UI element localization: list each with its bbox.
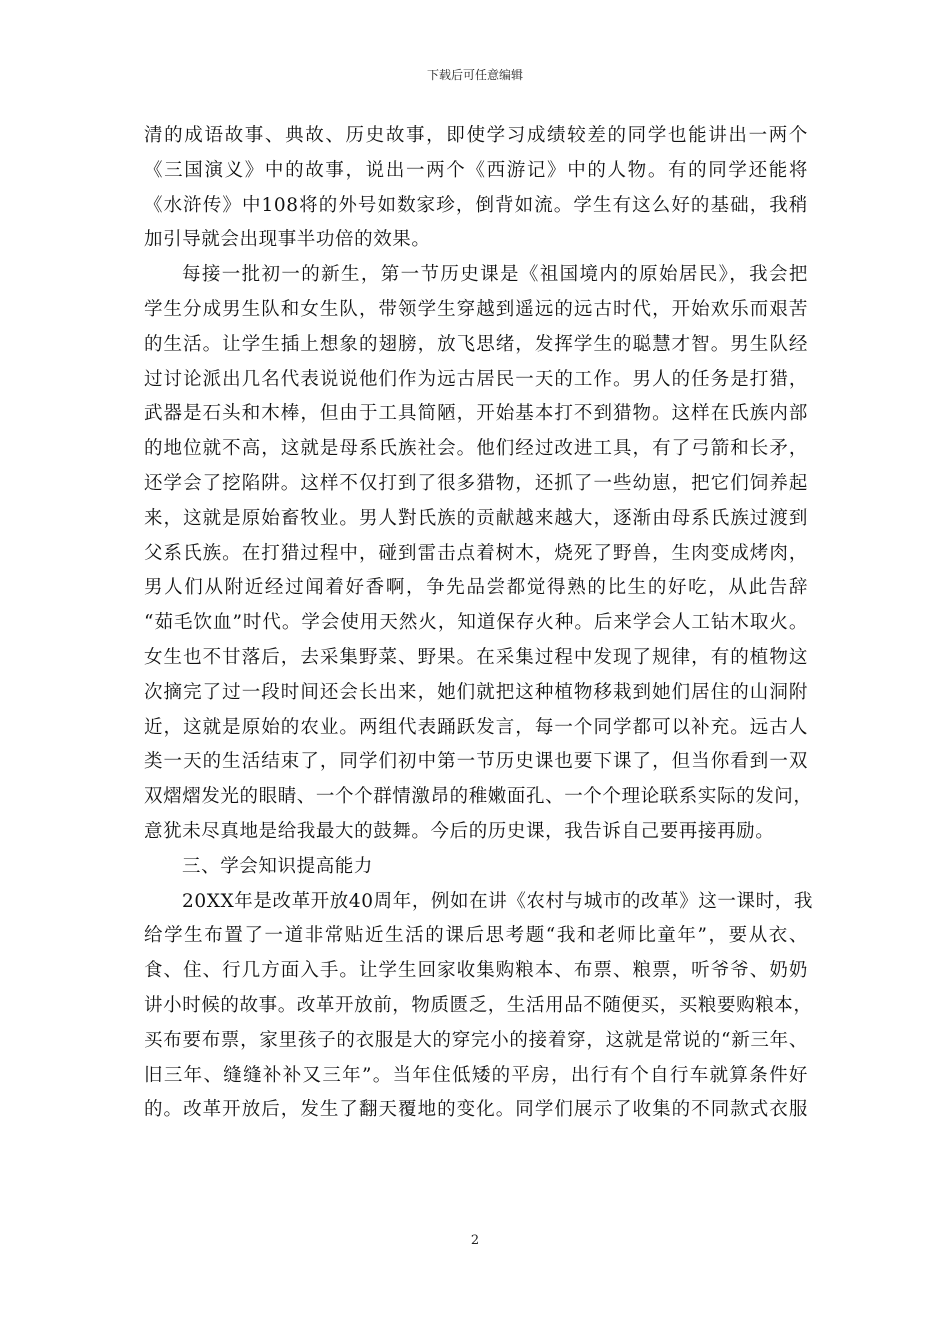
text-line: 还学会了挖陷阱。这样不仅打到了很多猎物，还抓了一些幼崽，把它们饲养起 [144,472,808,494]
text-line: 每接一批初一的新生，第一节历史课是《祖国境内的原始居民》，我会把 [182,264,808,286]
text-line: 女生也不甘落后，去采集野菜、野果。在采集过程中发现了规律，有的植物这 [144,646,808,668]
text-line: 讲小时候的故事。改革开放前，物质匮乏，生活用品不随便买，买粮要购粮本， [144,994,813,1016]
text-line: 来，这就是原始畜牧业。男人對氏族的贡献越来越大，逐渐由母系氏族过渡到 [144,507,808,529]
text-line: 清的成语故事、典故、历史故事，即使学习成绩较差的同学也能讲出一两个 [144,125,808,146]
text-line: 过讨论派出几名代表说说他们作为远古居民一天的工作。男人的任务是打猎， [144,368,808,390]
text-line: 《三国演义》中的故事，说出一两个《西游记》中的人物。有的同学还能将 [144,159,808,181]
text-line: 20XX年是改革开放40周年，例如在讲《农村与城市的改革》这一课时，我 [182,890,813,912]
text-line: 加引导就会出现事半功倍的效果。 [144,229,431,251]
text-line: 近，这就是原始的农业。两组代表踊跃发言，每一个同学都可以补充。远古人 [144,716,808,738]
text-line: 给学生布置了一道非常贴近生活的课后思考题“我和老师比童年”，要从衣、 [144,925,808,947]
text-line: 双熠熠发光的眼睛、一个个群情激昂的稚嫩面孔、一个个理论联系实际的发问， [144,786,813,808]
text-line: 类一天的生活结束了，同学们初中第一节历史课也要下课了，但当你看到一双 [144,751,808,773]
document-body [144,119,813,1128]
text-line: 买布要布票，家里孩子的衣服是大的穿完小的接着穿，这就是常说的“新三年、 [144,1029,808,1051]
text-line: 学生分成男生队和女生队，带领学生穿越到遥远的远古时代，开始欢乐而艰苦 [144,298,808,320]
text-line: 的生活。让学生插上想象的翅膀，放飞思绪，发挥学生的聪慧才智。男生队经 [144,333,808,355]
text-line: 旧三年、缝缝补补又三年”。当年住低矮的平房，出行有个自行车就算条件好 [144,1064,808,1086]
text-line: “茹毛饮血”时代。学会使用天然火，知道保存火种。后来学会人工钻木取火。 [144,612,808,634]
text-line: 的地位就不高，这就是母系氏族社会。他们经过改进工具，有了弓箭和长矛， [144,438,808,460]
text-line: 《水浒传》中108将的外号如数家珍，倒背如流。学生有这么好的基础，我稍 [144,194,808,216]
section-heading: 三、学会知识提高能力 [182,855,374,877]
text-line: 意犹未尽真地是给我最大的鼓舞。今后的历史课，我告诉自己要再接再励。 [144,820,775,842]
page-header: 下载后可任意编辑 [426,68,523,82]
text-line: 男人们从附近经过闻着好香啊，争先品尝都觉得熟的比生的好吃，从此告辞 [144,577,808,599]
text-line: 次摘完了过一段时间还会长出来，她们就把这种植物移栽到她们居住的山洞附 [144,681,808,703]
text-line: 的。改革开放后，发生了翻天覆地的变化。同学们展示了收集的不同款式衣服 [144,1099,808,1121]
text-line: 父系氏族。在打猎过程中，碰到雷击点着树木，烧死了野兽，生肉变成烤肉， [144,542,808,564]
text-line: 食、住、行几方面入手。让学生回家收集购粮本、布票、粮票，听爷爷、奶奶 [144,960,808,982]
text-line: 武器是石头和木棒，但由于工具简陋，开始基本打不到猎物。这样在氏族内部 [144,403,808,425]
page-number: 2 [470,1233,480,1248]
